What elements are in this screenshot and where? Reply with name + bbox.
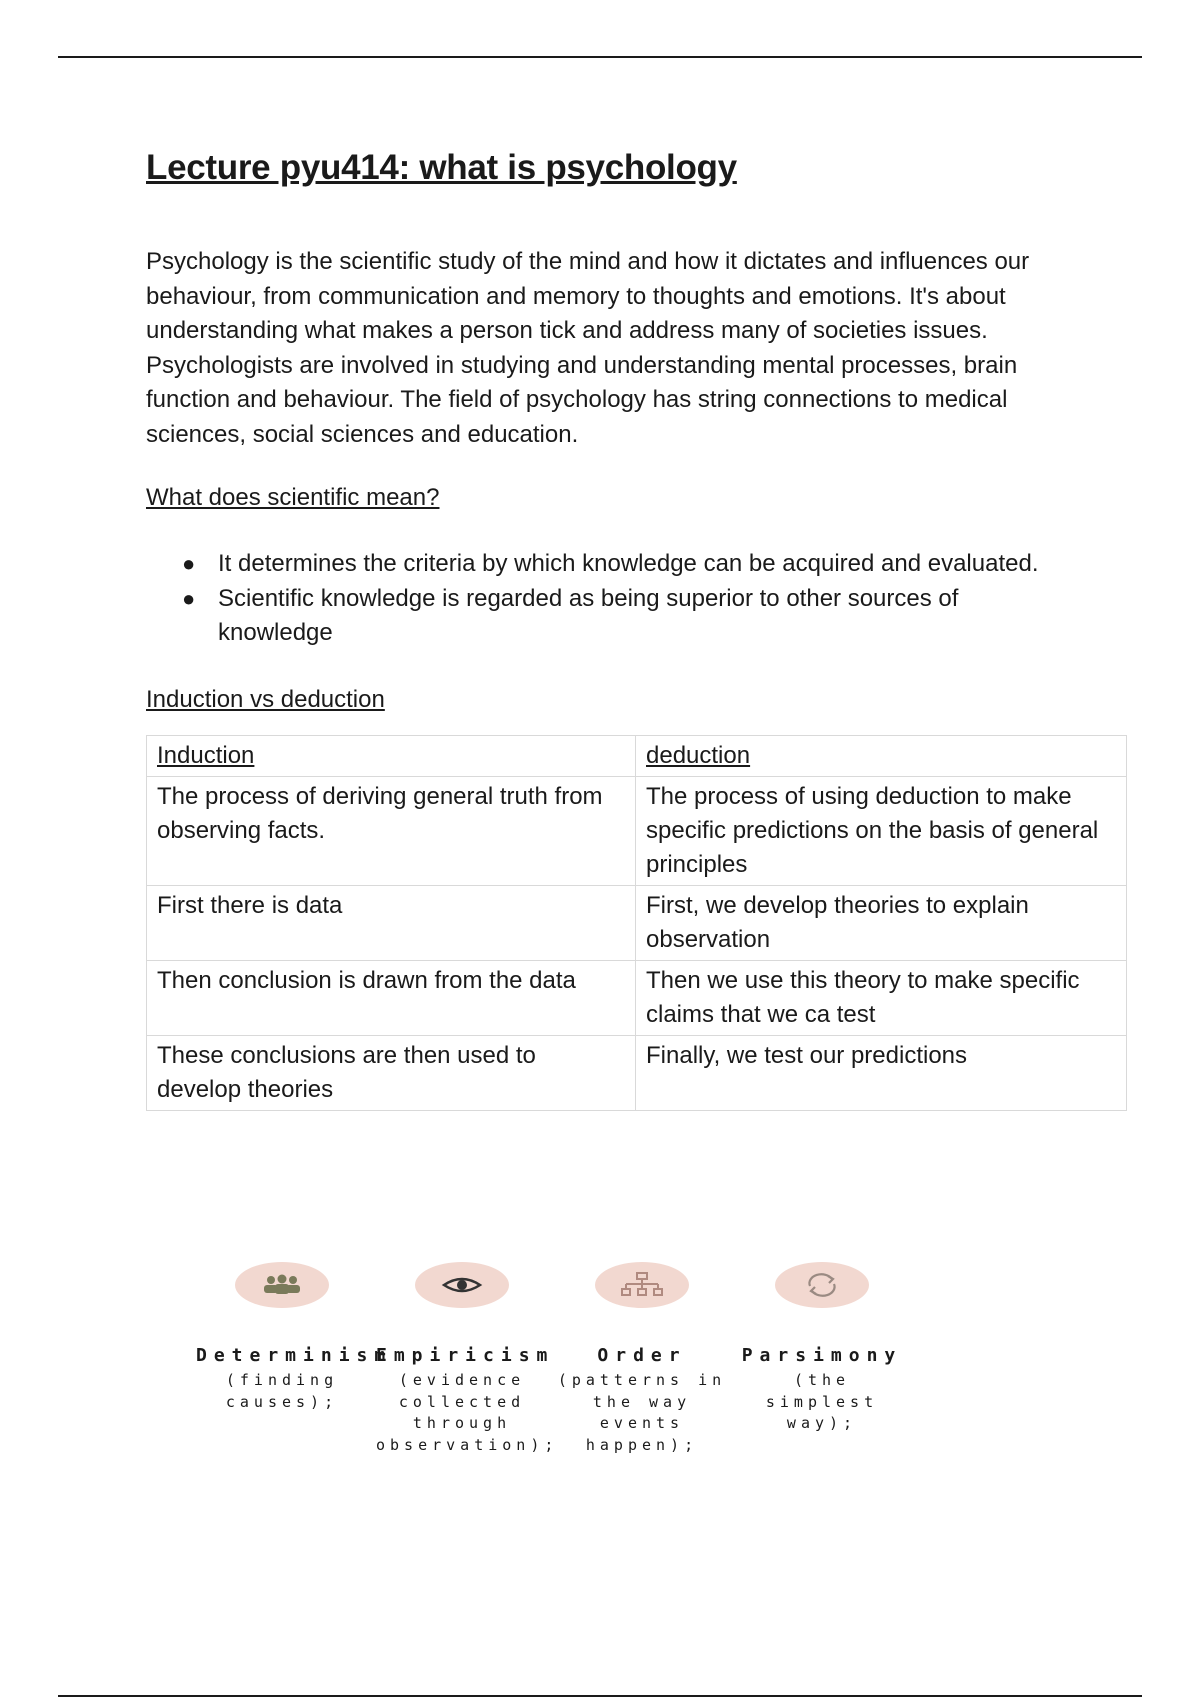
hierarchy-icon <box>620 1271 664 1299</box>
scientific-bullet-list <box>146 547 1136 651</box>
concept-icon-circle <box>595 1262 689 1308</box>
table-header-row <box>147 735 1127 776</box>
concept-description: (finding causes); <box>225 1371 339 1411</box>
table-row <box>147 776 1127 885</box>
table-cell: Then we use this theory to make specific claims that we ca test <box>636 960 1127 1035</box>
intro-paragraph-1: Psychology is the scientific study of the mind and how it dictates and influences our behaviour, from communication and memory to thoughts and emotions. It's about understanding what makes a person tick and address many of societies issues. <box>146 248 1030 344</box>
concept-empiricism <box>376 1262 559 1456</box>
table-cell: The process of deriving general truth from observing facts. <box>147 776 636 885</box>
footer-rule <box>58 1695 1142 1697</box>
bullet-icon: ● <box>182 585 196 611</box>
concept-description: (the simplest way); <box>765 1371 879 1432</box>
concept-description: (patterns in the way events happen); <box>557 1371 727 1454</box>
column-header-deduction: deduction <box>636 735 1127 776</box>
section-heading-scientific: What does scientific mean? <box>146 484 440 511</box>
concept-order <box>556 1262 728 1456</box>
table-cell: Then conclusion is drawn from the data <box>147 960 636 1035</box>
table-cell: These conclusions are then used to develop theories <box>147 1035 636 1110</box>
concept-icon-circle <box>235 1262 329 1308</box>
induction-deduction-table <box>146 735 1127 1111</box>
eye-icon <box>440 1273 484 1297</box>
list-item <box>146 547 1048 582</box>
concept-icon-circle <box>415 1262 509 1308</box>
concept-name: Empiricism <box>376 1345 555 1366</box>
concept-parsimony <box>736 1262 908 1435</box>
list-item <box>146 582 1048 651</box>
header-rule <box>58 56 1142 58</box>
bullet-text: It determines the criteria by which knowledge can be acquired and evaluated. <box>218 550 1039 577</box>
bullet-icon: ● <box>182 551 196 576</box>
table-cell: Finally, we test our predictions <box>636 1035 1127 1110</box>
table-row <box>147 960 1127 1035</box>
concept-name: Determinism <box>196 1345 393 1366</box>
table-cell: First, we develop theories to explain observation <box>636 885 1127 960</box>
concept-name: Order <box>597 1345 687 1366</box>
people-icon <box>257 1272 307 1298</box>
concept-name: Parsimony <box>741 1345 903 1366</box>
table-cell: The process of using deduction to make specific predictions on the basis of general principles <box>636 776 1127 885</box>
concept-icon-circle <box>775 1262 869 1308</box>
concept-graphic <box>196 1262 956 1522</box>
bullet-text: Scientific knowledge is regarded as being superior to other sources of knowledge <box>218 584 959 646</box>
concept-determinism <box>196 1262 393 1413</box>
intro-paragraph-2: Psychologists are involved in studying and understanding mental processes, brain function and behaviour. The field of psychology has string connections to medical sciences, social sciences and education. <box>146 351 1018 448</box>
table-cell: First there is data <box>147 885 636 960</box>
document-body <box>146 148 1136 1111</box>
table-row <box>147 1035 1127 1110</box>
concept-description: (evidence collected through observation); <box>376 1371 559 1454</box>
column-header-induction: Induction <box>147 735 636 776</box>
page-title: Lecture pyu414: what is psychology <box>146 148 737 187</box>
cycle-icon <box>802 1272 842 1298</box>
table-row <box>147 885 1127 960</box>
section-heading-induction: Induction vs deduction <box>146 685 385 713</box>
